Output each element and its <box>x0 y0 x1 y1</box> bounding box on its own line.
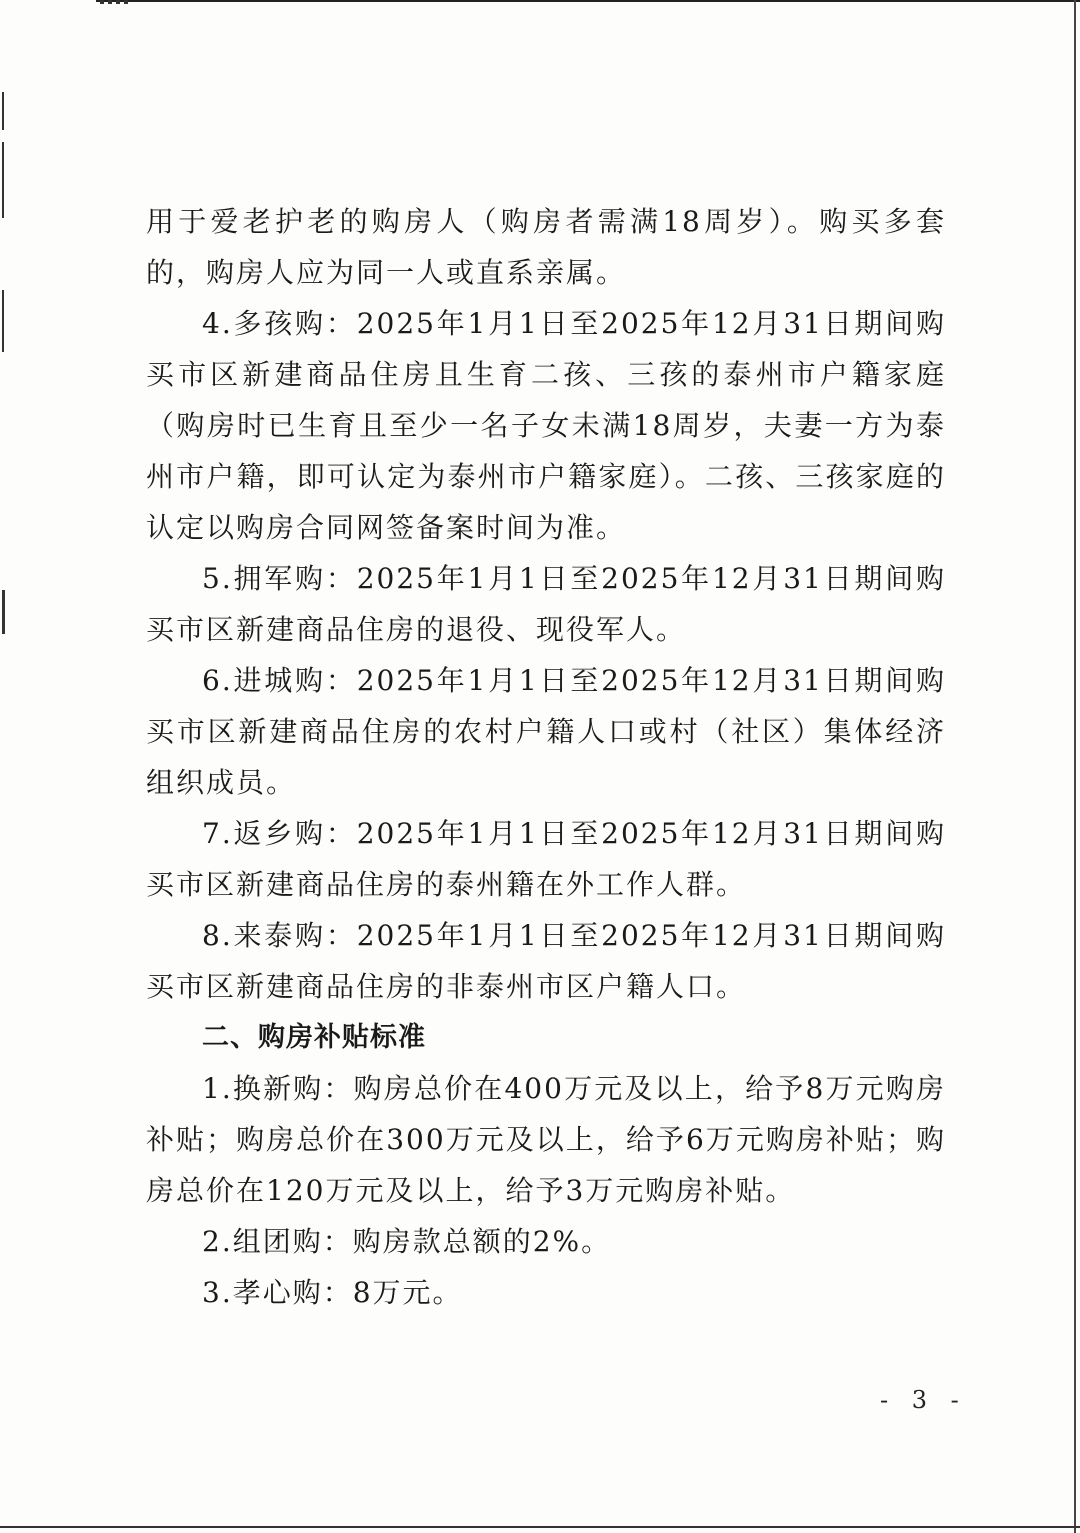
scan-left-mark <box>2 92 4 130</box>
paragraph-text: 购房款总额的2%。 <box>352 1225 612 1258</box>
item-label: 8.来泰购： <box>202 919 357 952</box>
paragraph-urban-move <box>146 655 946 808</box>
paragraph-newcomer <box>146 910 946 1012</box>
item-label: 2.组团购： <box>202 1225 353 1258</box>
scan-bottom-rule <box>0 1526 1080 1528</box>
scan-left-mark <box>2 290 4 352</box>
document-body <box>146 196 946 1318</box>
subsidy-filial <box>146 1267 946 1318</box>
page-number: - 3 - <box>880 1386 967 1414</box>
item-label: 3.孝心购： <box>202 1276 353 1309</box>
subsidy-upgrade <box>146 1063 946 1216</box>
scan-top-tick <box>100 0 128 4</box>
paragraph-text: 用于爱老护老的购房人（购房者需满18周岁）。购买多套的，购房人应为同一人或直系亲属。 <box>146 205 946 289</box>
paragraph-text: 购房总价在400万元及以上，给予8万元购房补贴；购房总价在300万元及以上，给予6万元购房补贴；购房总价在120万元及以上，给予3万元购房补贴。 <box>146 1072 946 1207</box>
paragraph-multi-child <box>146 298 946 553</box>
paragraph-military <box>146 553 946 655</box>
scan-right-edge <box>1074 0 1076 1533</box>
paragraph-return-home <box>146 808 946 910</box>
paragraph-continuation <box>146 196 946 298</box>
paragraph-text: 2025年1月1日至2025年12月31日期间购买市区新建商品住房的退役、现役军人。 <box>146 562 946 646</box>
item-label: 6.进城购： <box>202 664 357 697</box>
item-label: 5.拥军购： <box>202 562 357 595</box>
paragraph-text: 8万元。 <box>352 1276 463 1309</box>
subsidy-group <box>146 1216 946 1267</box>
paragraph-text: 2025年1月1日至2025年12月31日期间购买市区新建商品住房且生育二孩、三孩的泰州市户籍家庭（购房时已生育且至少一名子女未满18周岁，夫妻一方为泰州市户籍，即可认定为泰州市户籍家庭）。二孩、三孩家庭的认定以购房合同网签备案时间为准。 <box>146 307 946 544</box>
scan-left-mark <box>2 590 5 634</box>
item-label: 1.换新购： <box>202 1072 354 1105</box>
scan-left-mark <box>2 142 4 218</box>
paragraph-text: 2025年1月1日至2025年12月31日期间购买市区新建商品住房的非泰州市区户籍人口。 <box>146 919 946 1003</box>
section-heading: 二、购房补贴标准 <box>202 1022 426 1053</box>
scan-top-rule <box>96 0 1080 2</box>
paragraph-text: 2025年1月1日至2025年12月31日期间购买市区新建商品住房的农村户籍人口或村（社区）集体经济组织成员。 <box>146 664 946 799</box>
item-label: 7.返乡购： <box>202 817 357 850</box>
paragraph-text: 2025年1月1日至2025年12月31日期间购买市区新建商品住房的泰州籍在外工作人群。 <box>146 817 946 901</box>
item-label: 4.多孩购： <box>202 307 357 340</box>
